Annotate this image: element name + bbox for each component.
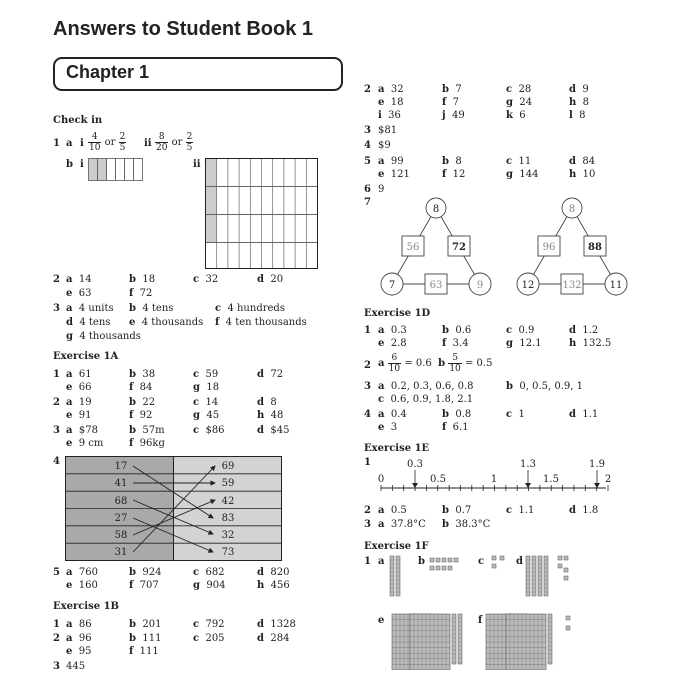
exercise-1a-heading: Exercise 1A — [53, 351, 119, 362]
marker-label: 0.3 — [407, 459, 423, 470]
fraction-grid-diagram — [205, 158, 319, 270]
q-number: 3 — [53, 303, 60, 314]
tri-side: 96 — [542, 242, 556, 253]
exercise-1b-heading: Exercise 1B — [53, 601, 119, 612]
match-left: 68 — [114, 496, 128, 507]
match-left: 17 — [114, 461, 128, 472]
axis-label: 2 — [604, 474, 612, 485]
base-ten-blocks — [388, 554, 588, 670]
subpart-label: ii — [193, 159, 201, 170]
match-right: 32 — [221, 530, 235, 541]
tri-side: 88 — [588, 242, 602, 253]
fraction-line: $\frac{8}{20}$ or $\frac{2}{5}$ — [156, 132, 193, 153]
axis-label: 1.5 — [543, 474, 559, 485]
marker-label: 1.9 — [589, 459, 605, 470]
q-number: 2 — [53, 274, 60, 285]
match-right: 83 — [221, 513, 235, 524]
fraction-shaded-strip — [88, 158, 144, 182]
tri-bottom: 132 — [562, 280, 582, 291]
q-number: 1 — [53, 138, 60, 149]
tri-corner: 7 — [388, 280, 396, 291]
check-in-heading: Check in — [53, 115, 103, 126]
part-label: b — [66, 159, 73, 170]
axis-label: 1 — [490, 474, 498, 485]
match-right: 69 — [221, 461, 235, 472]
subpart-label: i — [80, 159, 84, 170]
tri-side: 72 — [452, 242, 466, 253]
exercise-1f-heading: Exercise 1F — [364, 541, 429, 552]
number-line — [370, 456, 620, 500]
subpart-label: ii — [144, 138, 152, 149]
exercise-1d-heading: Exercise 1D — [364, 308, 431, 319]
marker-label: 1.3 — [520, 459, 536, 470]
match-right: 59 — [221, 478, 235, 489]
match-left: 58 — [114, 530, 128, 541]
match-left: 31 — [114, 547, 128, 558]
fraction: $\frac{2}{5}$ — [186, 132, 193, 153]
matching-diagram — [65, 456, 283, 562]
fraction-line: $\frac{4}{10}$ or $\frac{2}{5}$ — [89, 132, 126, 153]
tri-side: 56 — [406, 242, 420, 253]
page-title: Answers to Student Book 1 — [53, 18, 314, 40]
part-label: a — [66, 138, 73, 149]
subpart-label: i — [80, 138, 84, 149]
tri-top: 8 — [432, 204, 440, 215]
number-triangles — [370, 196, 640, 300]
match-right: 42 — [221, 496, 235, 507]
match-left: 27 — [114, 513, 128, 524]
fraction: $\frac{8}{20}$ — [156, 132, 168, 153]
tri-bottom: 63 — [429, 280, 443, 291]
tri-corner: 12 — [521, 280, 535, 291]
match-right: 73 — [221, 547, 235, 558]
fraction: $\frac{2}{5}$ — [119, 132, 126, 153]
tri-corner: 9 — [476, 280, 484, 291]
tri-corner: 11 — [609, 280, 623, 291]
match-left: 41 — [114, 478, 128, 489]
chapter-title: Chapter 1 — [66, 62, 150, 82]
fraction: $\frac{4}{10}$ — [89, 132, 101, 153]
axis-label: 0 — [377, 474, 385, 485]
tri-top: 8 — [568, 204, 576, 215]
exercise-1e-heading: Exercise 1E — [364, 443, 430, 454]
axis-label: 0.5 — [430, 474, 446, 485]
